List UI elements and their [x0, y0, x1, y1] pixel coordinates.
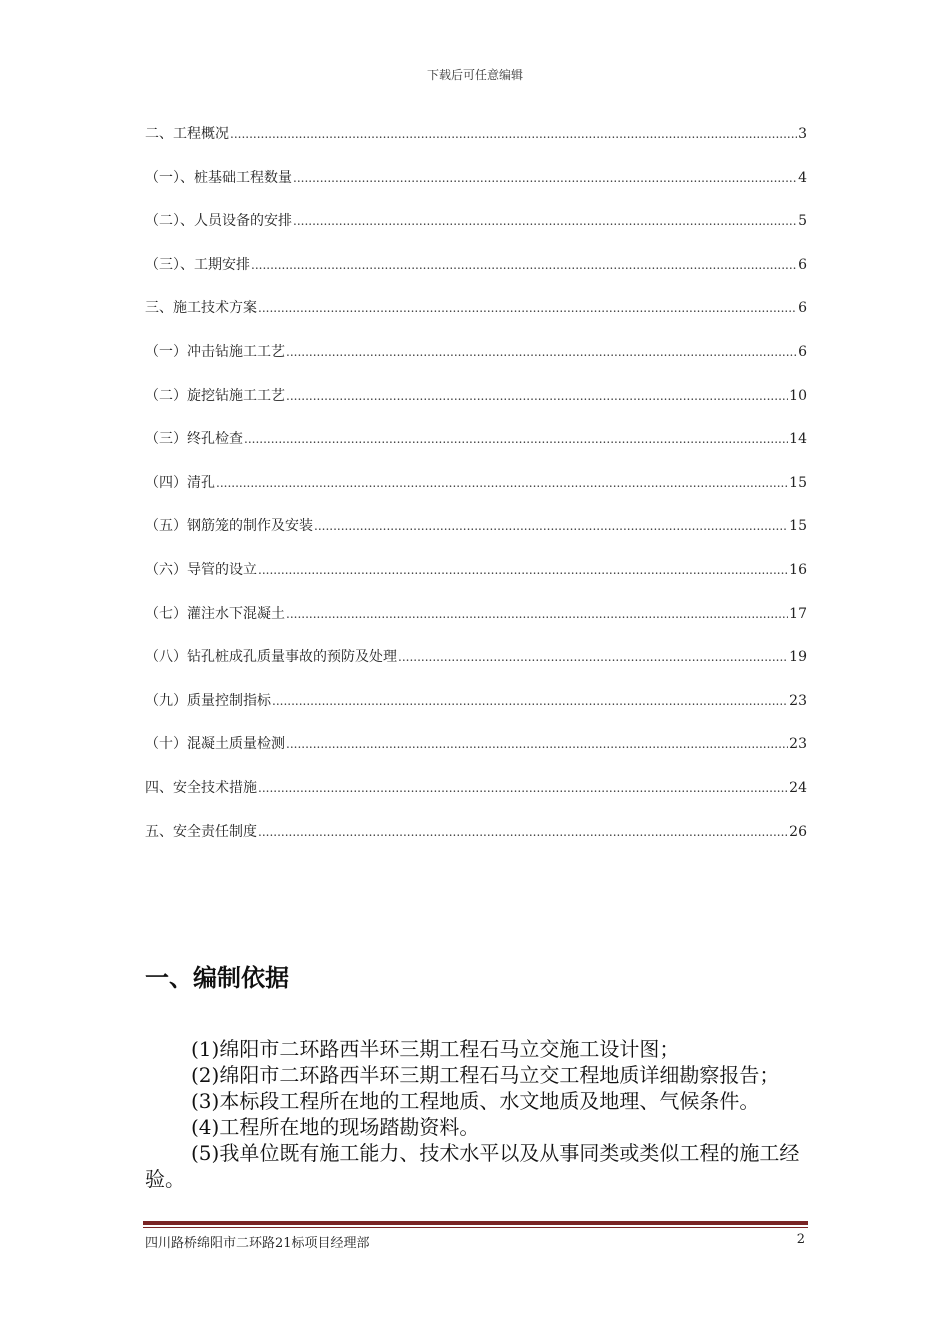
toc-leader-dots: [286, 598, 788, 630]
page-number: 2: [796, 1232, 805, 1247]
toc-entry[interactable]: [145, 380, 807, 424]
toc-entry[interactable]: [145, 249, 807, 293]
toc-entry-label: （一）冲击钻施工工艺: [145, 343, 285, 360]
toc-entry-label: （二）、人员设备的安排: [145, 213, 292, 230]
toc-entry-page: 4: [798, 169, 807, 186]
toc-leader-dots: [398, 641, 788, 673]
toc-entry[interactable]: [145, 816, 807, 860]
toc-entry-label: （三）终孔检查: [145, 431, 243, 448]
toc-entry[interactable]: [145, 292, 807, 336]
toc-leader-dots: [230, 118, 797, 150]
toc-entry-label: （十）混凝土质量检测: [145, 736, 285, 753]
toc-leader-dots: [258, 772, 788, 804]
toc-entry-page: 15: [789, 474, 807, 491]
footer-divider: [143, 1221, 808, 1228]
footer-organization: 四川路桥绵阳市二环路21标项目经理部: [145, 1236, 370, 1251]
toc-entry-page: 26: [789, 823, 807, 840]
toc-entry-label: （八）钻孔桩成孔质量事故的预防及处理: [145, 649, 397, 666]
toc-entry[interactable]: [145, 510, 807, 554]
toc-entry-page: 3: [798, 126, 807, 142]
toc-leader-dots: [286, 380, 788, 412]
toc-entry[interactable]: [145, 685, 807, 729]
toc-entry-label: （九）质量控制指标: [145, 692, 271, 709]
toc-leader-dots: [293, 205, 797, 237]
toc-entry-page: 14: [789, 431, 807, 448]
toc-entry-label: 五、安全责任制度: [145, 823, 257, 840]
toc-leader-dots: [251, 249, 797, 281]
toc-entry[interactable]: [145, 423, 807, 467]
toc-entry-label: （五）钢筋笼的制作及安装: [145, 518, 313, 535]
toc-entry-page: 6: [798, 300, 807, 317]
page-header: 下载后可任意编辑: [426, 68, 523, 82]
toc-entry-label: 二、工程概况: [145, 126, 229, 142]
toc-entry[interactable]: [145, 118, 807, 162]
toc-entry-page: 15: [789, 518, 807, 535]
toc-entry-page: 17: [789, 605, 807, 622]
toc-entry[interactable]: [145, 772, 807, 816]
toc-entry[interactable]: [145, 336, 807, 380]
toc-entry-page: 5: [798, 213, 807, 230]
body-paragraph: (1)绵阳市二环路西半环三期工程石马立交施工设计图；: [191, 1037, 680, 1061]
body-paragraph: (4)工程所在地的现场踏勘资料。: [191, 1115, 480, 1139]
table-of-contents: [145, 118, 807, 859]
toc-entry-label: （六）导管的设立: [145, 561, 257, 578]
toc-entry[interactable]: [145, 728, 807, 772]
body-paragraph: (2)绵阳市二环路西半环三期工程石马立交工程地质详细勘察报告；: [191, 1063, 780, 1087]
toc-entry-page: 23: [789, 736, 807, 753]
toc-entry-page: 19: [789, 649, 807, 666]
toc-leader-dots: [244, 423, 788, 455]
toc-entry[interactable]: [145, 641, 807, 685]
toc-entry-label: （一）、桩基础工程数量: [145, 169, 292, 186]
toc-leader-dots: [286, 728, 788, 760]
toc-entry-label: （二）旋挖钻施工工艺: [145, 387, 285, 404]
toc-entry[interactable]: [145, 162, 807, 206]
toc-entry-page: 24: [789, 779, 807, 796]
footer-divider-thick: [143, 1221, 808, 1225]
toc-entry-label: 三、施工技术方案: [145, 300, 257, 317]
toc-leader-dots: [272, 685, 788, 717]
toc-leader-dots: [314, 510, 788, 542]
section-heading: 一、编制依据: [145, 964, 289, 992]
toc-entry-label: （七）灌注水下混凝土: [145, 605, 285, 622]
toc-leader-dots: [293, 162, 797, 194]
toc-leader-dots: [216, 467, 788, 499]
toc-entry[interactable]: [145, 598, 807, 642]
toc-leader-dots: [258, 292, 797, 324]
section-body: [145, 1036, 810, 1192]
toc-entry-page: 10: [789, 387, 807, 404]
toc-leader-dots: [258, 554, 788, 586]
body-paragraph: (5)我单位既有施工能力、技术水平以及从事同类或类似工程的施工经验。: [145, 1141, 800, 1191]
toc-entry-page: 6: [798, 343, 807, 360]
toc-entry[interactable]: [145, 205, 807, 249]
footer-divider-thin: [143, 1227, 808, 1228]
body-paragraph: (3)本标段工程所在地的工程地质、水文地质及地理、气候条件。: [191, 1089, 760, 1113]
toc-entry-page: 23: [789, 692, 807, 709]
toc-entry-page: 6: [798, 256, 807, 273]
toc-entry[interactable]: [145, 467, 807, 511]
toc-leader-dots: [286, 336, 797, 368]
toc-entry-label: （四）清孔: [145, 474, 215, 491]
toc-entry[interactable]: [145, 554, 807, 598]
toc-entry-page: 16: [789, 561, 807, 578]
toc-entry-label: （三）、工期安排: [145, 256, 250, 273]
toc-entry-label: 四、安全技术措施: [145, 779, 257, 796]
toc-leader-dots: [258, 816, 788, 848]
